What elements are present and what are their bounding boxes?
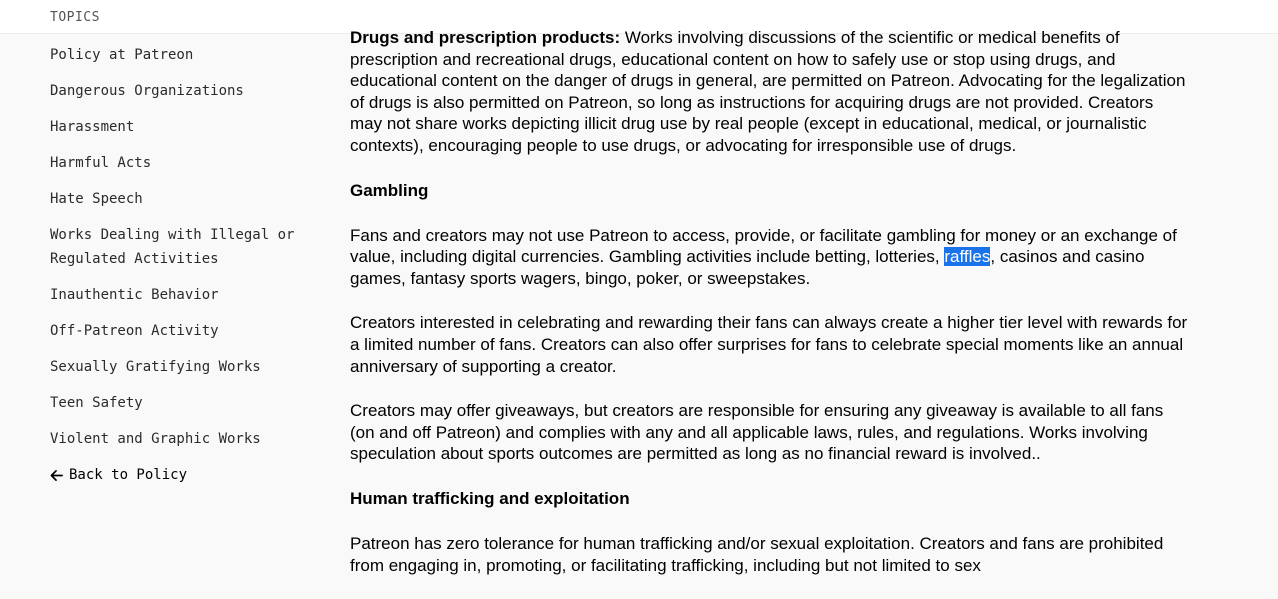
sidebar-item-policy-at-patreon[interactable]: Policy at Patreon: [50, 47, 194, 63]
topics-nav: [50, 43, 330, 463]
gambling-p1-text-start: Fans and creators may not use Patreon to access, provide, or facilitate gambling for money or an exchange of value, including digital currencies. Gambling activities include betting, lotteries,: [350, 225, 1177, 267]
trafficking-heading: Human trafficking and exploitation: [350, 488, 630, 508]
sidebar-item-dangerous-organizations[interactable]: Dangerous Organizations: [50, 83, 244, 99]
gambling-paragraph-2: Creators interested in celebrating and rewarding their fans can always create a higher tier level with rewards for a limited number of fans. Creators can also offer surprises for fans to celebrate special moments like an annual anniversary of supporting a creator.: [350, 313, 1188, 376]
sidebar-item-hate-speech[interactable]: Hate Speech: [50, 191, 143, 207]
sidebar-item-violent-graphic-works[interactable]: Violent and Graphic Works: [50, 431, 261, 447]
policy-content: [350, 27, 1190, 599]
drugs-lead: Drugs and prescription products:: [350, 28, 621, 47]
back-to-policy-label: Back to Policy: [69, 467, 188, 483]
sidebar-item-inauthentic-behavior[interactable]: Inauthentic Behavior: [50, 287, 219, 303]
gambling-paragraph-3: Creators may offer giveaways, but creators are responsible for ensuring any giveaway is available to all fans (on and off Patreon) and complies with any and all applicable laws, rules, and regulations. Works involving speculation about sports outcomes are permitted as long as no financial reward is involved..: [350, 401, 1164, 464]
selected-text-highlight: raffles: [944, 247, 991, 267]
sidebar-item-illegal-regulated[interactable]: Works Dealing with Illegal or Regulated Activities: [50, 227, 295, 267]
sidebar-item-off-patreon-activity[interactable]: Off-Patreon Activity: [50, 323, 219, 339]
back-to-policy-link[interactable]: [50, 463, 187, 487]
trafficking-paragraph-1: Patreon has zero tolerance for human trafficking and/or sexual exploitation. Creators and fans are prohibited from engaging in, promoting, or facilitating trafficking, including but not limited to sex: [350, 533, 1164, 575]
gambling-paragraph-1: [350, 225, 1190, 290]
arrow-left-icon: [50, 469, 63, 482]
gambling-p1-text-end: , casinos and casino games, fantasy sports wagers, bingo, poker, or sweepstakes.: [350, 247, 1145, 288]
drugs-paragraph: [350, 27, 1190, 157]
topics-label: TOPICS: [50, 10, 100, 25]
gambling-heading: Gambling: [350, 180, 429, 200]
drugs-text: Works involving discussions of the scientific or medical benefits of prescription and recreational drugs, educational content on how to safely use or stop using drugs, and educational content on the danger of drugs in general, are permitted on Patreon. Advocating for the legalization of drugs is also permitted on Patreon, so long as instructions for acquiring drugs are not provided. Creators may not share works depicting illicit drug use by real people (except in educational, medical, or journalistic contexts), encouraging people to use drugs, or advocating for irresponsible use of drugs.: [350, 28, 1186, 155]
sidebar-item-teen-safety[interactable]: Teen Safety: [50, 395, 143, 411]
sidebar-item-sexually-gratifying-works[interactable]: Sexually Gratifying Works: [50, 359, 261, 375]
sidebar-item-harmful-acts[interactable]: Harmful Acts: [50, 155, 152, 171]
sidebar-item-harassment[interactable]: Harassment: [50, 119, 135, 135]
